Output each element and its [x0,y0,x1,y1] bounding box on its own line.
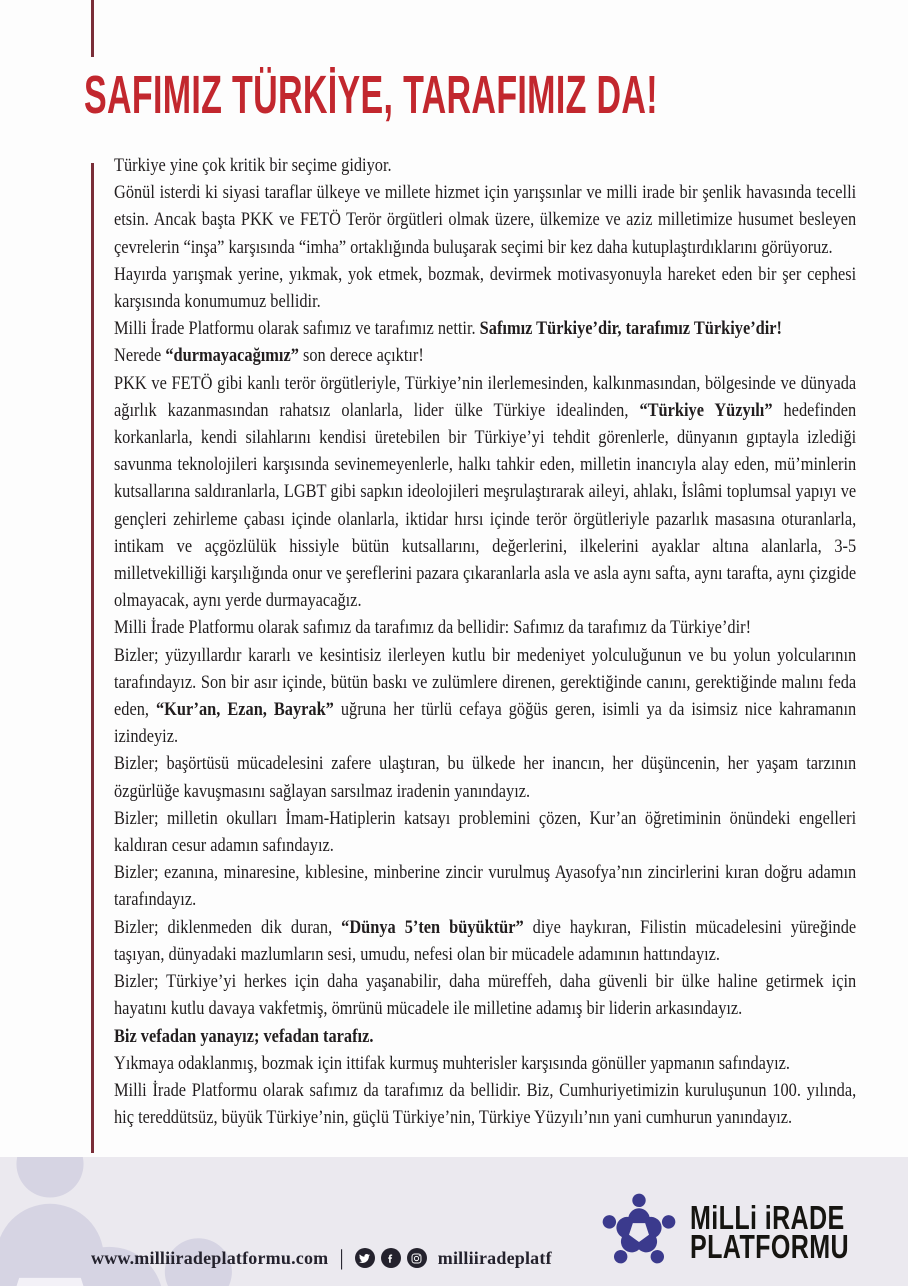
paragraph: Biz vefadan yanayız; vefadan tarafız. [114,1025,374,1047]
document-body [114,152,856,1186]
paragraph: Milli İrade Platformu olarak safımız da tarafımız da bellidir. Biz, Cumhuriyetimizin kuruluşunun 100. yılında, hiç tereddütsüz, büyük Türkiye’nin, güçlü Türkiye’nin, Türkiye Yüzyılı’nın yani cumhurun yanındayız. [114,1079,857,1129]
brand-name [690,1198,849,1265]
page-title: SAFIMIZ TÜRKİYE, TARAFIMIZ DA! [84,65,658,125]
paragraph: Gönül isterdi ki siyasi taraflar ülkeye ve millete hizmet için yarışsınlar ve milli irade bir şenlik havasında tecelli etsin. Ancak başta PKK ve FETÖ Terör örgütleri olmak üzere, ülkemize ve aziz milletimize husumet besleyen çevrelerin “inşa” karşısında “imha” ortaklığında buluşarak seçimi bir kez daha kutuplaştırdıklarını görüyoruz. [114,182,857,258]
paragraph: Yıkmaya odaklanmış, bozmak için ittifak kurmuş muhterisler karşısında gönüller yapmanın safındayız. [114,1052,791,1074]
paragraph: Milli İrade Platformu olarak safımız da tarafımız da bellidir: Safımız da tarafımız da Türkiye’dir! [114,617,752,639]
brand-logo [600,1191,899,1272]
brand-name-line1: MiLLi iRADE [690,1198,845,1236]
paragraph: Nerede “durmayacağımız” son derece açıktır! [114,345,424,367]
paragraph: PKK ve FETÖ gibi kanlı terör örgütleriyle, Türkiye’nin ilerlemesinden, kalkınmasından, bölgesinde ve dünyada ağırlık kazanmasından rahatsız olanlarla, lider ülke Türkiye idealinden, “Türkiye Yüzyılı” hedefinden korkanlarla, kendi silahlarını kendisi üretebilen bir Türkiye’yi tehdit görenlerle, dünyanın gıptayla izlediği savunma teknolojileri karşısında sevinemeyenlerle, halkı tahkir eden, milletin inancıyla alay eden, mü’minlerin kutsallarına saldıranlarla, LGBT gibi sapkın ideolojileri meşrulaştırarak aileyi, ahlakı, İslâmi toplumsal yapıyı ve gençleri zehirleme çabası içinde olanlarla, iktidar hırsı içinde terör örgütleriyle pazarlık masasına oturanlarla, intikam ve açgözlülük hissiyle bütün kutsallarını, değerlerini, ilkelerini ayaklar altına alanlarla, 3-5 milletvekilliği karşılığında onur ve şereflerini pazara çıkaranlarla asla ve asla aynı safta, aynı tarafta, aynı çizgide olmayacak, aynı yerde durmayacağız. [114,372,857,612]
paragraph: Bizler; başörtüsü mücadelesini zafere ulaştıran, bu ülkede her inancın, her düşüncenin, her yaşam tarzının özgürlüğe kavuşmasını sağlayan sarsılmaz iradenin yanındayız. [114,753,857,802]
paragraph: Bizler; yüzyıllardır kararlı ve kesintisiz ilerleyen kutlu bir medeniyet yolculuğunun ve bu yolun yolcularının tarafındayız. Son bir asır içinde, bütün baskı ve zulümlere direnen, gerektiğinde canını, gerektiğinde malını feda eden, “Kur’an, Ezan, Bayrak” uğruna her türlü cefaya göğüs geren, isimli ya da isimsiz nice kahramanın izindeyiz. [114,644,857,748]
instagram-icon [407,1248,427,1268]
body-accent-line [91,163,94,1153]
paragraph: Bizler; milletin okulları İmam-Hatiplerin katsayı problemini çözen, Kur’an öğretiminin önündeki engelleri kaldıran cesur adamın safındayız. [114,807,857,857]
facebook-icon [381,1248,401,1268]
paragraph: Bizler; Türkiye’yi herkes için daha yaşanabilir, daha müreffeh, daha güvenli bir ülke haline getirmek için hayatını kutlu davaya vakfetmiş, ömrünü mücadele ile milletine adamış bir liderin arkasındayız. [114,971,857,1020]
footer-links [91,1245,552,1271]
twitter-icon [355,1248,375,1268]
separator: | [339,1245,344,1270]
paragraph: Milli İrade Platformu olarak safımız ve tarafımız nettir. Safımız Türkiye’dir, tarafımız Türkiye’dir! [114,318,783,340]
social-icons [355,1248,427,1268]
website-url: www.milliiradeplatformu.com [91,1247,329,1268]
paragraph: Bizler; diklenmeden dik duran, “Dünya 5’ten büyüktür” diye haykıran, Filistin mücadelesini yüreğinde taşıyan, dünyadaki mazlumların sesi, umudu, nefesi olan bir mücadele adamının hattındayız. [114,916,857,965]
brand-name-line2: PLATFORMU [690,1227,849,1265]
paragraph: Hayırda yarışmak yerine, yıkmak, yok etmek, bozmak, devirmek motivasyonuyla hareket eden bir şer cephesi karşısında konumumuz bellidir. [114,263,857,313]
top-accent-line [91,0,94,57]
paragraph: Türkiye yine çok kritik bir seçime gidiyor. [114,155,392,176]
social-handle: milliiradeplatf [437,1247,552,1268]
platform-emblem-icon [600,1191,678,1272]
paragraph: Bizler; ezanına, minaresine, kıblesine, minberine zincir vurulmuş Ayasofya’nın zincirlerini kıran doğru adamın tarafındayız. [114,862,857,911]
footer [0,1157,908,1286]
